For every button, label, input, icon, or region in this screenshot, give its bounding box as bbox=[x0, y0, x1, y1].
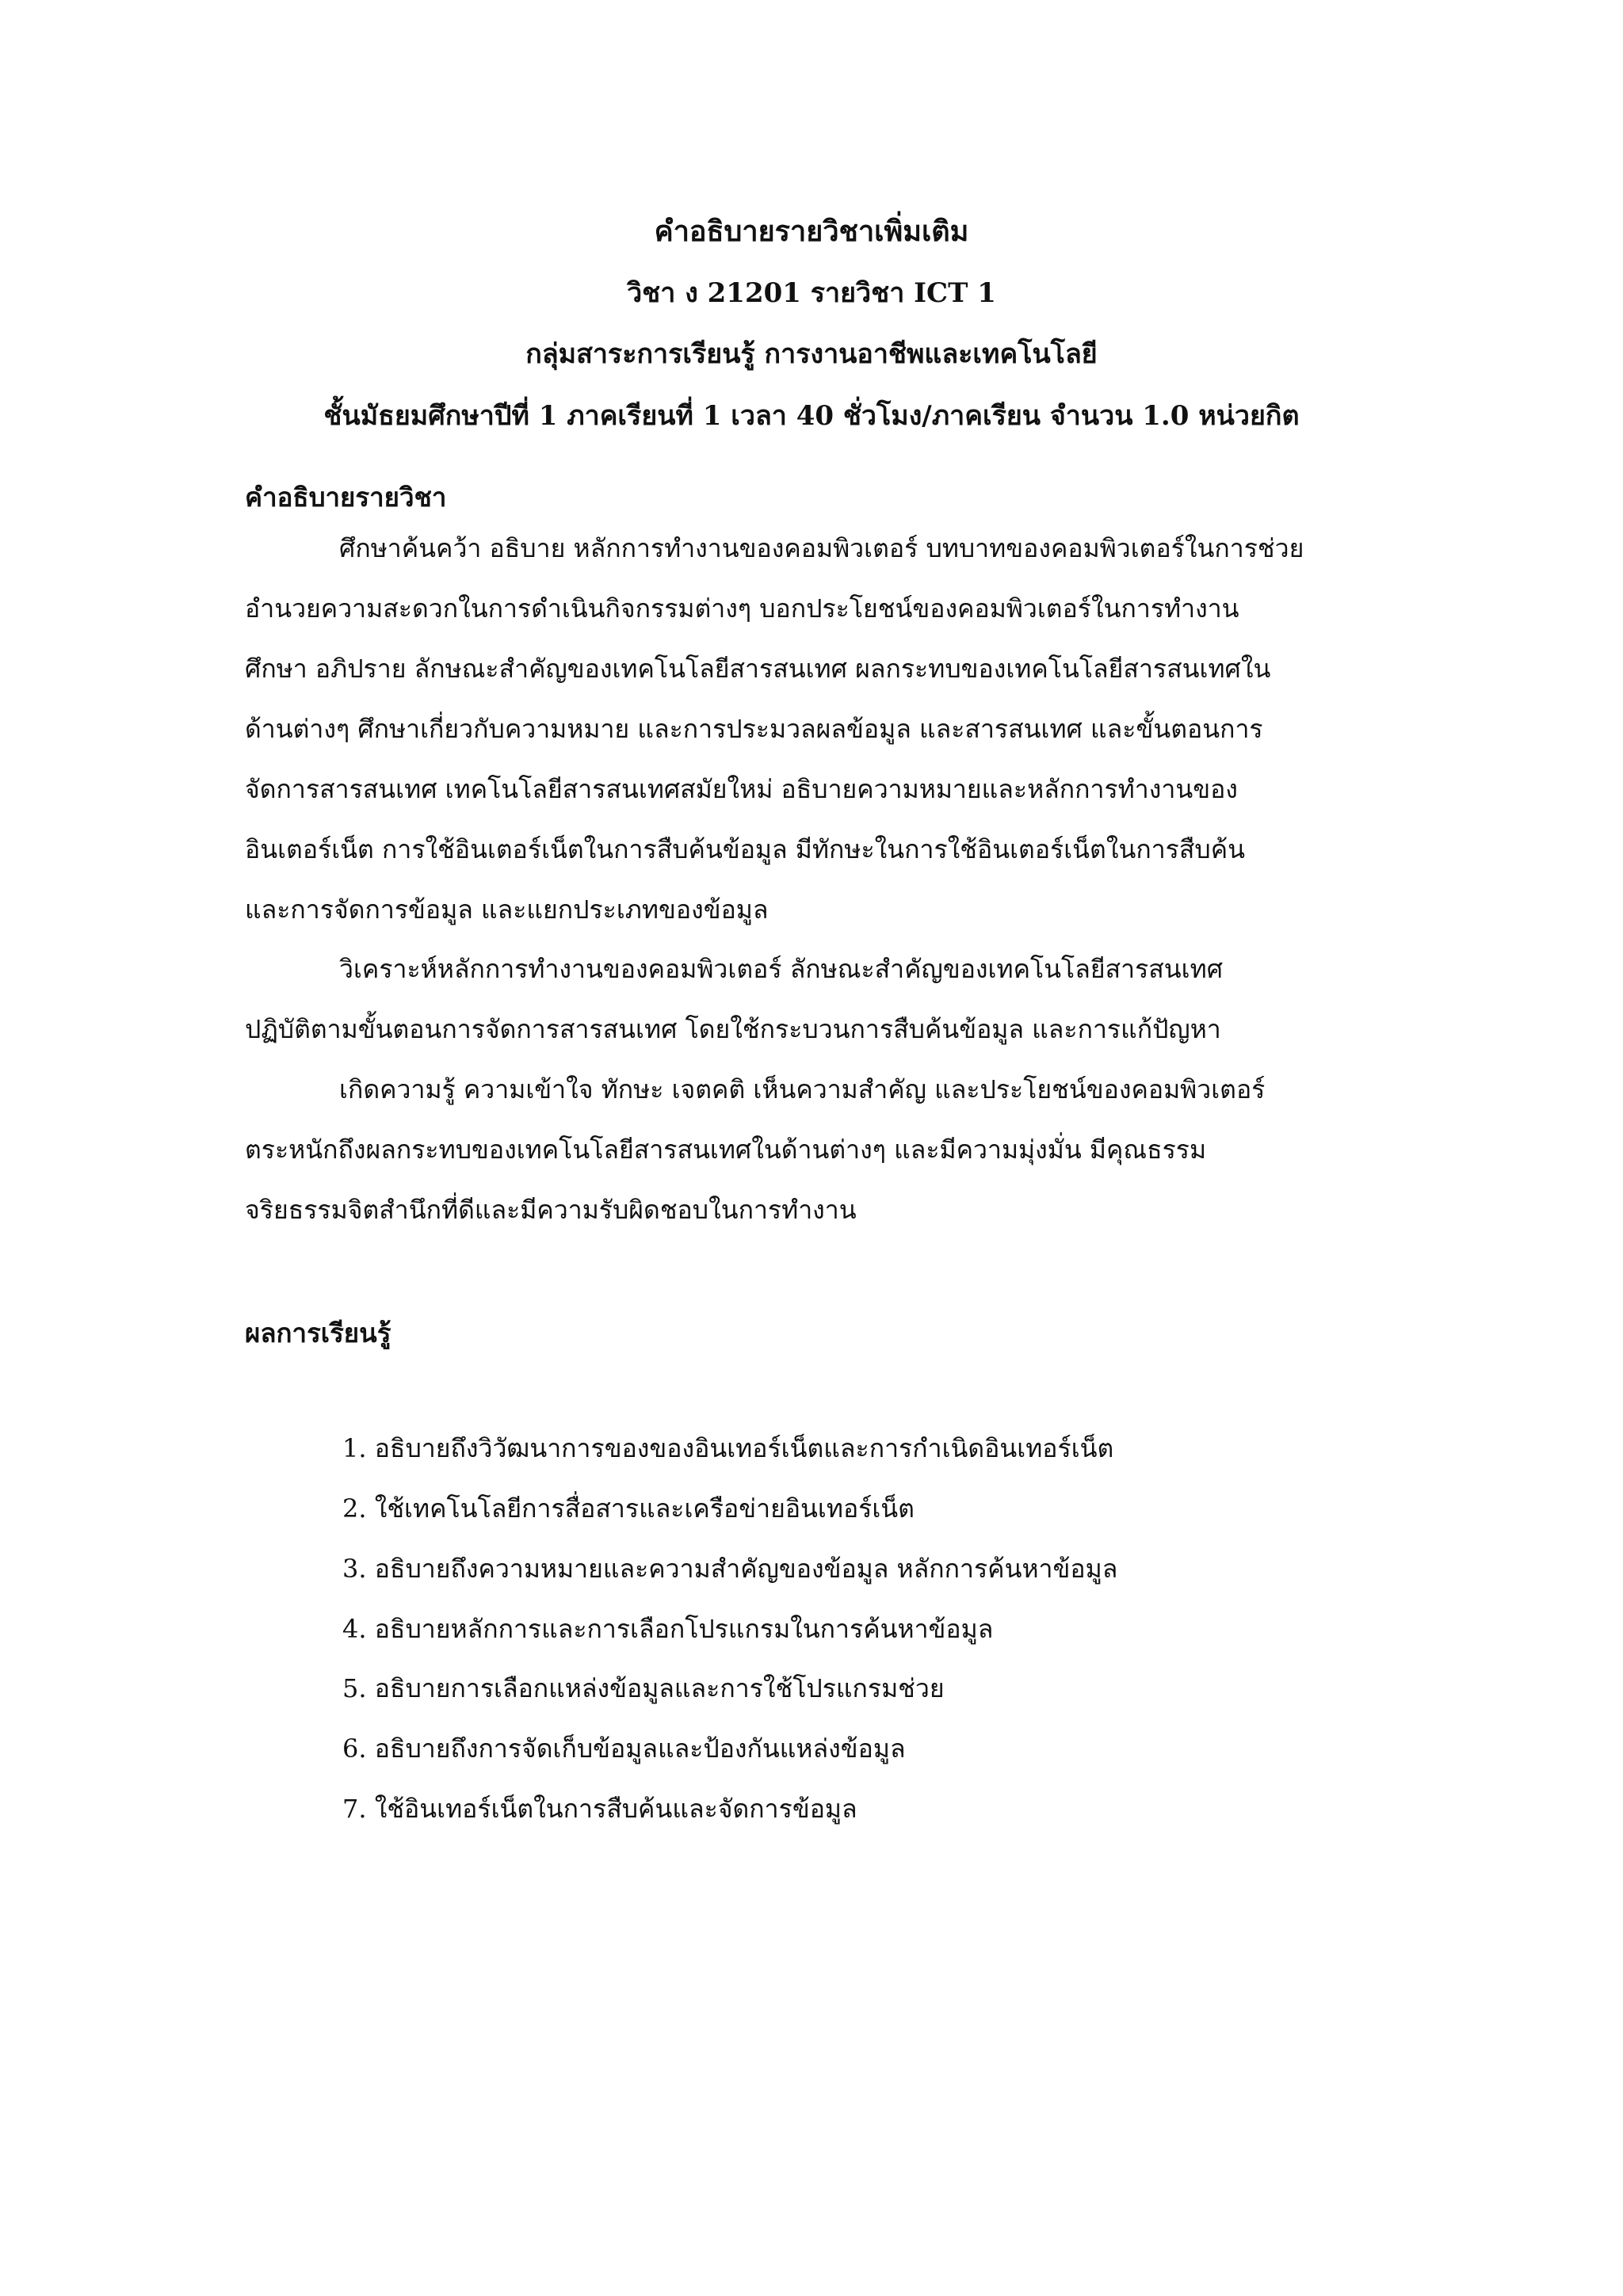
learning-outcome-item: 4. อธิบายหลักการและการเลือกโปรแกรมในการค้นหาข้อมูล bbox=[342, 1614, 994, 1644]
subject-group-line: กลุ่มสาระการเรียนรู้ การงานอาชีพและเทคโนโลยี bbox=[525, 338, 1098, 370]
learning-outcome-item: 2. ใช้เทคโนโลยีการสื่อสารและเครือข่ายอินเทอร์เน็ต bbox=[342, 1493, 915, 1524]
description-line: ด้านต่างๆ ศึกษาเกี่ยวกับความหมาย และการประมวลผลข้อมูล และสารสนเทศ และขั้นตอนการ bbox=[245, 714, 1263, 744]
description-line: อำนวยความสะดวกในการดำเนินกิจกรรมต่างๆ บอกประโยชน์ของคอมพิวเตอร์ในการทำงาน bbox=[245, 593, 1239, 624]
grade-level-line: ชั้นมัธยมศึกษาปีที่ 1 ภาคเรียนที่ 1 เวลา 40 ชั่วโมง/ภาคเรียน จำนวน 1.0 หน่วยกิต bbox=[323, 400, 1300, 432]
description-heading: คำอธิบายรายวิชา bbox=[245, 482, 447, 513]
learning-outcome-item: 6. อธิบายถึงการจัดเก็บข้อมูลและป้องกันแหล่งข้อมูล bbox=[342, 1733, 906, 1764]
description-line: ตระหนักถึงผลกระทบของเทคโนโลยีสารสนเทศในด้านต่างๆ และมีความมุ่งมั่น มีคุณธรรม bbox=[245, 1135, 1207, 1165]
learning-outcome-item: 5. อธิบายการเลือกแหล่งข้อมูลและการใช้โปรแกรมช่วย bbox=[342, 1673, 945, 1703]
learning-outcomes-heading: ผลการเรียนรู้ bbox=[245, 1318, 391, 1348]
description-line: จัดการสารสนเทศ เทคโนโลยีสารสนเทศสมัยใหม่ อธิบายความหมายและหลักการทำงานของ bbox=[245, 774, 1238, 804]
description-line: และการจัดการข้อมูล และแยกประเภทของข้อมูล bbox=[245, 894, 769, 925]
learning-outcome-item: 1. อธิบายถึงวิวัฒนาการของของอินเทอร์เน็ตและการกำเนิดอินเทอร์เน็ต bbox=[342, 1433, 1114, 1463]
description-line: เกิดความรู้ ความเข้าใจ ทักษะ เจตคติ เห็นความสำคัญ และประโยชน์ของคอมพิวเตอร์ bbox=[339, 1074, 1266, 1104]
description-line: จริยธรรมจิตสำนึกที่ดีและมีความรับผิดชอบในการทำงาน bbox=[245, 1195, 857, 1225]
document-title: คำอธิบายรายวิชาเพิ่มเติม bbox=[654, 215, 969, 248]
description-line: ศึกษาค้นคว้า อธิบาย หลักการทำงานของคอมพิวเตอร์ บทบาทของคอมพิวเตอร์ในการช่วย bbox=[339, 533, 1304, 563]
description-line: ศึกษา อภิปราย ลักษณะสำคัญของเทคโนโลยีสารสนเทศ ผลกระทบของเทคโนโลยีสารสนเทศใน bbox=[245, 654, 1271, 684]
description-line: ปฏิบัติตามขั้นตอนการจัดการสารสนเทศ โดยใช้กระบวนการสืบค้นข้อมูล และการแก้ปัญหา bbox=[245, 1014, 1221, 1044]
description-line: อินเตอร์เน็ต การใช้อินเตอร์เน็ตในการสืบค้นข้อมูล มีทักษะในการใช้อินเตอร์เน็ตในการสืบค้น bbox=[245, 834, 1245, 864]
learning-outcome-item: 3. อธิบายถึงความหมายและความสำคัญของข้อมูล หลักการค้นหาข้อมูล bbox=[342, 1554, 1118, 1584]
learning-outcome-item: 7. ใช้อินเทอร์เน็ตในการสืบค้นและจัดการข้อมูล bbox=[342, 1794, 857, 1824]
description-line: วิเคราะห์หลักการทำงานของคอมพิวเตอร์ ลักษณะสำคัญของเทคโนโลยีสารสนเทศ bbox=[339, 954, 1224, 984]
course-code-line: วิชา ง 21201 รายวิชา ICT 1 bbox=[627, 277, 996, 309]
